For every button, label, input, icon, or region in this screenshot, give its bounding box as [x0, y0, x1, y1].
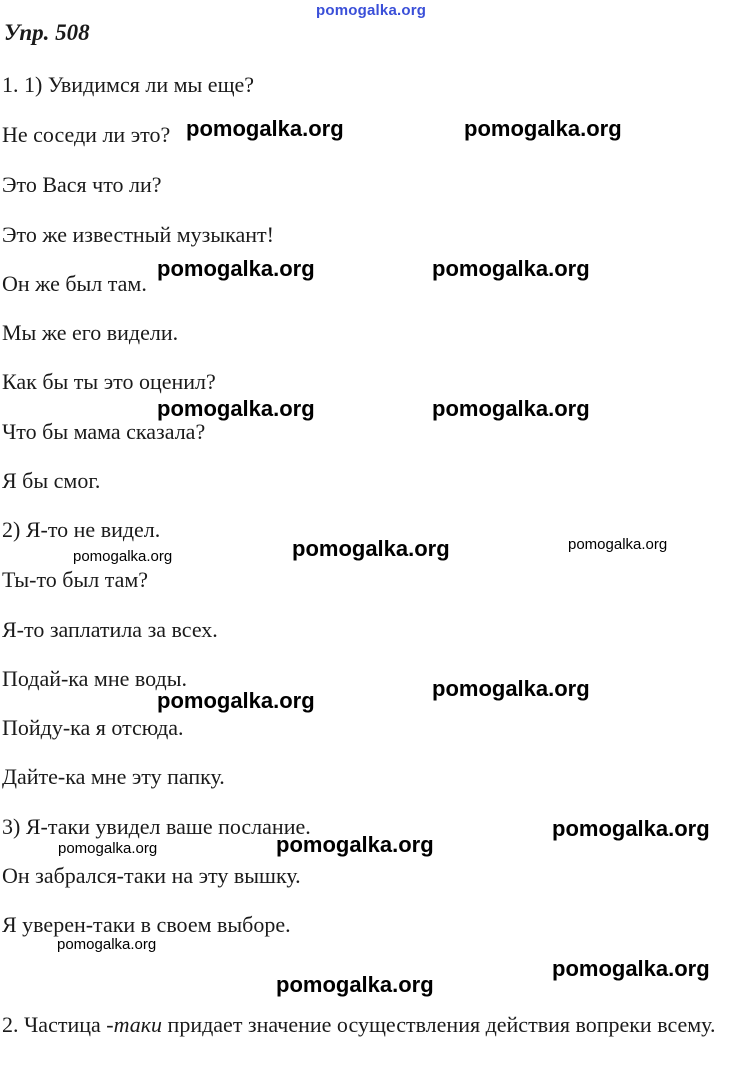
text-line: Пойду-ка я отсюда. [2, 715, 184, 740]
conclusion-prefix: 2. Частица [2, 1012, 107, 1037]
watermark: pomogalka.org [57, 936, 157, 953]
text-line: Что бы мама сказала? [2, 419, 206, 444]
watermark: pomogalka.org [186, 116, 344, 141]
watermark: pomogalka.org [432, 396, 590, 421]
watermark: pomogalka.org [157, 256, 315, 281]
watermark: pomogalka.org [552, 816, 710, 841]
watermark: pomogalka.org [73, 548, 173, 565]
text-line: Я уверен-таки в своем выборе. [2, 912, 291, 937]
text-line: 1. 1) Увидимся ли мы еще? [2, 72, 255, 97]
text-line: 2) Я-то не видел. [2, 517, 161, 542]
watermark: pomogalka.org [432, 676, 590, 701]
text-line: Мы же его видели. [2, 320, 179, 345]
watermark: pomogalka.org [292, 536, 450, 561]
text-line: Не соседи ли это? [2, 122, 171, 147]
text-line: Дайте-ка мне эту папку. [2, 764, 225, 789]
watermark: pomogalka.org [568, 536, 668, 553]
text-line: Я-то заплатила за всех. [2, 617, 218, 642]
particle-term: -таки [106, 1012, 163, 1037]
text-line: 3) Я-таки увидел ваше послание. [2, 814, 311, 839]
text-line: Как бы ты это оценил? [2, 369, 216, 394]
text-line: Он забрался-таки на эту вышку. [2, 863, 301, 888]
exercise-title: Упр. 508 [4, 20, 90, 45]
watermark: pomogalka.org [552, 956, 710, 981]
conclusion-suffix: придает значение осуществления действия вопреки всему. [162, 1012, 716, 1037]
watermark: pomogalka.org [58, 840, 158, 857]
text-line: Подай-ка мне воды. [2, 666, 187, 691]
watermark: pomogalka.org [157, 396, 315, 421]
site-watermark-top: pomogalka.org [316, 2, 427, 19]
watermark: pomogalka.org [276, 972, 434, 997]
text-line: Я бы смог. [2, 468, 101, 493]
watermark: pomogalka.org [276, 832, 434, 857]
text-line: Он же был там. [2, 271, 147, 296]
text-line: Это же известный музыкант! [2, 222, 274, 247]
watermark: pomogalka.org [432, 256, 590, 281]
watermark: pomogalka.org [157, 688, 315, 713]
watermark: pomogalka.org [464, 116, 622, 141]
text-line: Ты-то был там? [2, 567, 149, 592]
text-line: Это Вася что ли? [2, 172, 162, 197]
conclusion-paragraph [2, 1010, 746, 1040]
